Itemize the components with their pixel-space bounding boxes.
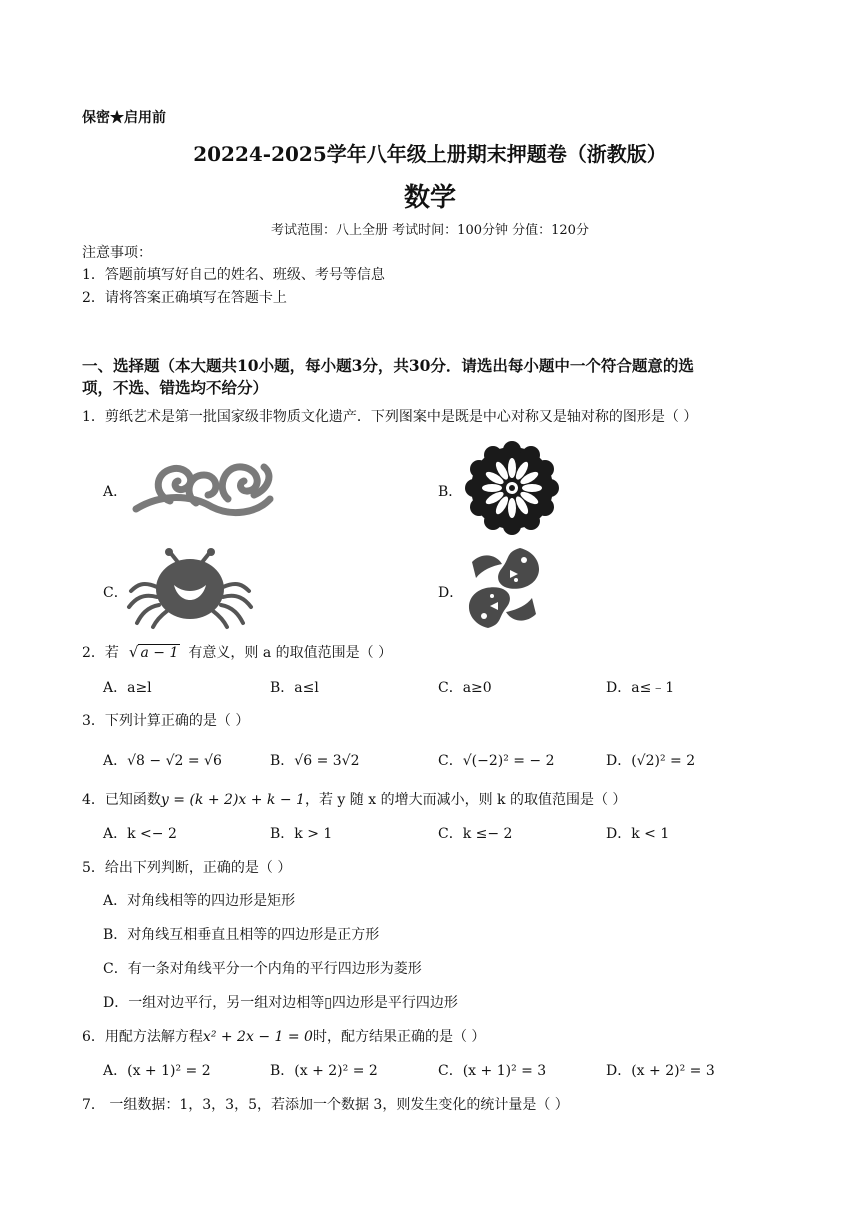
q6-formula: x² + 2x − 1 = 0 [202,1029,313,1045]
q1-option-b-label: B． [438,484,463,500]
q3-option-b: B．√6 = 3√2 [270,753,360,769]
secret-label: 保密★启用前 [82,110,166,126]
q2-radicand: a − 1 [140,645,179,661]
q4-option-d: D．k < 1 [606,826,670,842]
q3-option-c: C．√(−2)² = − 2 [438,753,555,769]
q6-option-d: D．(x + 2)² = 3 [606,1063,715,1079]
subject-title: 数学 [403,183,456,213]
exam-info: 考试范围：八上全册 考试时间：100分钟 分值：120分 [271,223,589,238]
fish-icon [462,544,546,632]
q4-option-c: C．k ≤− 2 [438,826,513,842]
q4-option-a: A．k <− 2 [103,826,177,842]
q4-option-b: B．k > 1 [270,826,333,842]
q6-stem-suffix: 时，配方结果正确的是（ ） [312,1029,486,1045]
q2-option-d: D．a≤﹣1 [606,680,675,696]
q4-stem-prefix: 4．已知函数 [82,792,161,808]
question-5-stem: 5．给出下列判断，正确的是（ ） [82,860,292,876]
q2-sqrt-sign: √ [128,643,139,661]
question-7-stem: 7． 一组数据：1，3，3，5，若添加一个数据 3，则发生变化的统计量是（ ） [82,1097,569,1113]
q3-option-a: A．√8 − √2 = √6 [103,753,222,769]
q1-option-a-label: A． [103,484,128,500]
exam-title: 20224-2025学年八年级上册期末押题卷（浙教版） [193,142,667,166]
section-heading: 一、选择题（本大题共10小题，每小题3分，共30分．请选出每小题中一个符合题意的选 [82,356,694,375]
question-6-stem [82,1026,485,1046]
q1-option-c-label: C． [103,585,128,601]
flower-icon [464,444,560,532]
q5-option-b: B．对角线互相垂直且相等的四边形是正方形 [103,927,380,943]
question-2-stem [82,642,392,662]
question-1-stem: 1．剪纸艺术是第一批国家级非物质文化遗产．下列图案中是既是中心对称又是轴对称的图形是（ ） [82,409,698,425]
section-heading-cont: 项，不选、错选均不给分） [82,378,269,397]
crab-icon [127,547,253,629]
q5-option-d: D．一组对边平行，另一组对边相等▯四边形是平行四边形 [103,995,458,1011]
q2-stem-prefix: 2．若 [82,645,119,661]
q5-option-a: A．对角线相等的四边形是矩形 [103,893,296,909]
q4-stem-suffix: ，若 y 随 x 的增大而减小，则 k 的取值范围是（ ） [304,792,627,808]
q1-option-d-label: D． [438,585,464,601]
q4-formula: y = (k + 2)x + k − 1 [160,792,305,808]
notes-title: 注意事项： [82,245,152,261]
note-item: 2．请将答案正确填写在答题卡上 [82,290,287,306]
q2-option-c: C．a≥0 [438,680,492,696]
q3-option-d: D．(√2)² = 2 [606,753,696,769]
note-item: 1．答题前填写好自己的姓名、班级、考号等信息 [82,267,385,283]
q2-option-b: B．a≤l [270,680,319,696]
cloud-icon [132,455,277,521]
question-4-stem [82,789,626,809]
q5-option-c: C．有一条对角线平分一个内角的平行四边形为菱形 [103,961,422,977]
q2-stem-suffix: 有意义，则 a 的取值范围是（ ） [188,645,393,661]
q6-stem-prefix: 6．用配方法解方程 [82,1029,203,1045]
q6-option-b: B．(x + 2)² = 2 [270,1063,378,1079]
question-3-stem: 3．下列计算正确的是（ ） [82,713,250,729]
q6-option-a: A．(x + 1)² = 2 [103,1063,211,1079]
q2-option-a: A．a≥l [103,680,152,696]
q6-option-c: C．(x + 1)² = 3 [438,1063,547,1079]
